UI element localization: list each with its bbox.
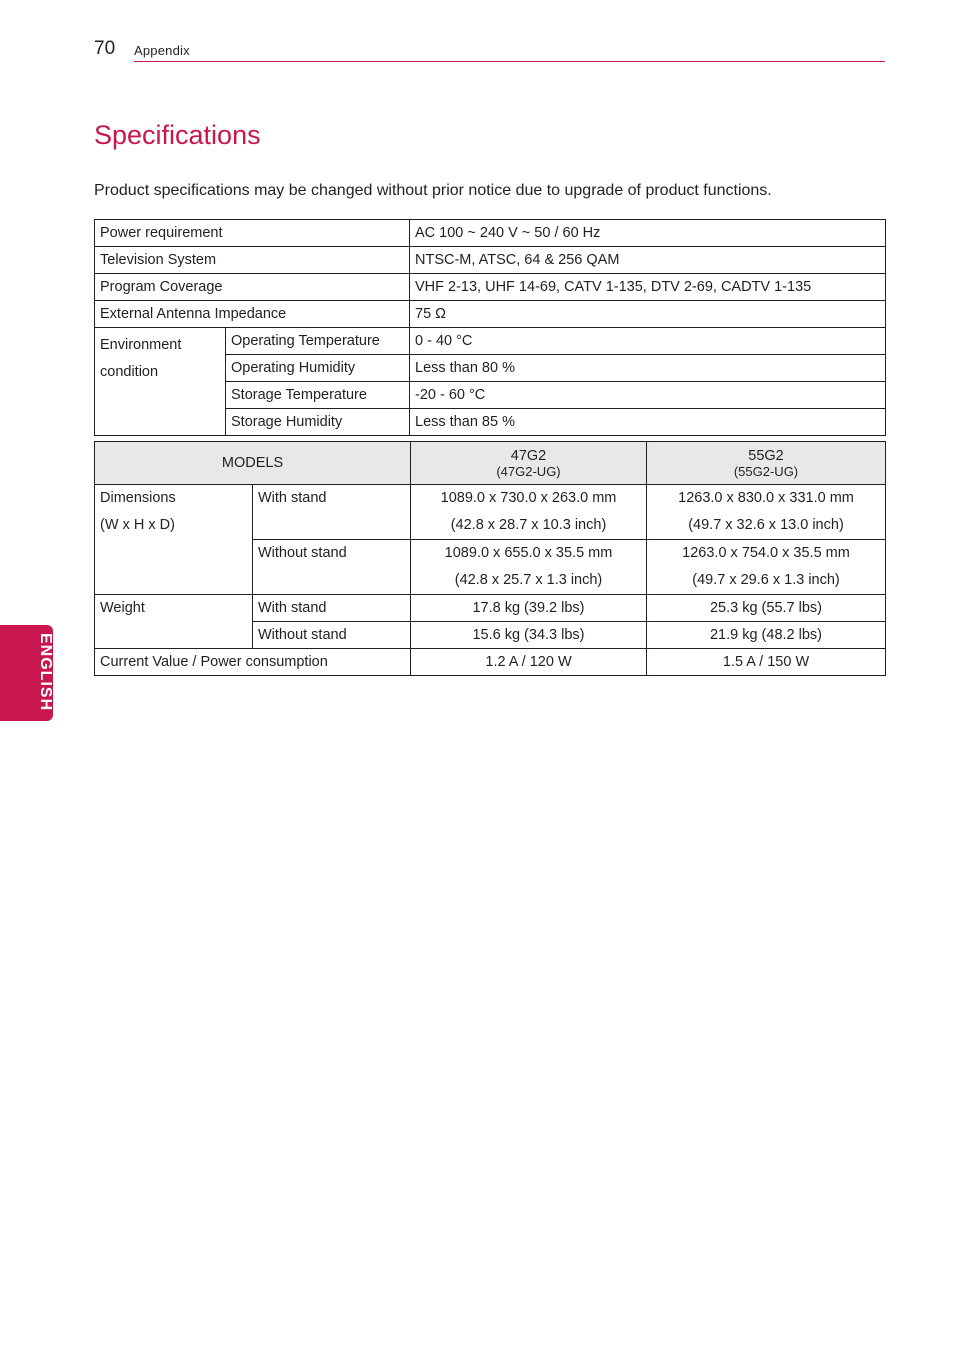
table-row bbox=[95, 274, 886, 301]
spec-value: VHF 2-13, UHF 14-69, CATV 1-135, DTV 2-69, CADTV 1-135 bbox=[410, 274, 886, 301]
with-stand-label: With stand bbox=[253, 595, 411, 622]
dim-inch: (49.7 x 32.6 x 13.0 inch) bbox=[688, 517, 844, 533]
model-header-47g2 bbox=[411, 442, 647, 485]
model-sub: (55G2-UG) bbox=[733, 463, 799, 479]
spec-label: Program Coverage bbox=[95, 274, 410, 301]
with-stand-text: With stand bbox=[258, 490, 327, 506]
dimensions-label bbox=[95, 485, 253, 595]
spec-label: Storage Temperature bbox=[226, 382, 410, 409]
weight-label: Weight bbox=[95, 595, 253, 649]
dim-mm: 1089.0 x 730.0 x 263.0 mm bbox=[440, 490, 617, 506]
spec-value: 0 - 40 °C bbox=[410, 328, 886, 355]
dim-inch: (49.7 x 29.6 x 1.3 inch) bbox=[692, 572, 840, 588]
models-header: MODELS bbox=[95, 442, 411, 485]
environment-label bbox=[95, 328, 226, 436]
spec-label: Television System bbox=[95, 247, 410, 274]
table-row bbox=[95, 485, 886, 540]
weight-cell: 21.9 kg (48.2 lbs) bbox=[647, 622, 886, 649]
page-title: Specifications bbox=[94, 120, 261, 150]
intro-text: Product specifications may be changed without prior notice due to upgrade of product functions. bbox=[94, 182, 772, 199]
dim-mm: 1089.0 x 655.0 x 35.5 mm bbox=[444, 545, 613, 561]
spec-label: Operating Temperature bbox=[226, 328, 410, 355]
spec-value: Less than 80 % bbox=[410, 355, 886, 382]
page-number: 70 bbox=[94, 38, 116, 59]
dim-cell bbox=[647, 485, 886, 540]
table-row bbox=[95, 220, 886, 247]
weight-cell: 15.6 kg (34.3 lbs) bbox=[411, 622, 647, 649]
header-rule bbox=[134, 61, 885, 62]
spec-label: Power requirement bbox=[95, 220, 410, 247]
power-cell: 1.2 A / 120 W bbox=[411, 649, 647, 676]
table-row bbox=[95, 247, 886, 274]
model-sub: (47G2-UG) bbox=[496, 463, 561, 479]
power-cell: 1.5 A / 150 W bbox=[647, 649, 886, 676]
dim-inch: (42.8 x 28.7 x 10.3 inch) bbox=[450, 517, 607, 533]
table-row bbox=[95, 301, 886, 328]
table-row bbox=[95, 649, 886, 676]
models-spec-table bbox=[94, 441, 886, 676]
without-stand-text: Without stand bbox=[258, 545, 347, 561]
table-row bbox=[95, 595, 886, 622]
dim-mm: 1263.0 x 754.0 x 35.5 mm bbox=[682, 545, 850, 561]
spec-value: NTSC-M, ATSC, 64 & 256 QAM bbox=[410, 247, 886, 274]
model-name: 47G2 bbox=[510, 447, 547, 464]
dim-mm: 1263.0 x 830.0 x 331.0 mm bbox=[678, 490, 854, 506]
section-name: Appendix bbox=[134, 43, 190, 58]
dim-cell bbox=[647, 540, 886, 595]
with-stand-label bbox=[253, 485, 411, 540]
model-header-55g2 bbox=[647, 442, 886, 485]
table-header-row bbox=[95, 442, 886, 485]
dim-cell bbox=[411, 485, 647, 540]
model-name: 55G2 bbox=[748, 447, 784, 464]
spec-label: Operating Humidity bbox=[226, 355, 410, 382]
without-stand-label bbox=[253, 540, 411, 595]
dim-cell bbox=[411, 540, 647, 595]
without-stand-label: Without stand bbox=[253, 622, 411, 649]
spec-value: AC 100 ~ 240 V ~ 50 / 60 Hz bbox=[410, 220, 886, 247]
dim-inch: (42.8 x 25.7 x 1.3 inch) bbox=[454, 572, 603, 588]
spec-value: Less than 85 % bbox=[410, 409, 886, 436]
environment-label-line2: condition bbox=[100, 364, 159, 380]
power-label: Current Value / Power consumption bbox=[95, 649, 411, 676]
weight-cell: 17.8 kg (39.2 lbs) bbox=[411, 595, 647, 622]
spec-label: External Antenna Impedance bbox=[95, 301, 410, 328]
dimensions-label-line1: Dimensions bbox=[100, 490, 176, 506]
language-tab-label: ENGLISH bbox=[37, 633, 54, 712]
spec-label: Storage Humidity bbox=[226, 409, 410, 436]
table-row bbox=[95, 328, 886, 355]
general-spec-table bbox=[94, 219, 886, 436]
spec-value: 75 Ω bbox=[410, 301, 886, 328]
weight-cell: 25.3 kg (55.7 lbs) bbox=[647, 595, 886, 622]
dimensions-label-line2: (W x H x D) bbox=[100, 517, 175, 533]
environment-label-line1: Environment bbox=[100, 337, 182, 353]
spec-value: -20 - 60 °C bbox=[410, 382, 886, 409]
